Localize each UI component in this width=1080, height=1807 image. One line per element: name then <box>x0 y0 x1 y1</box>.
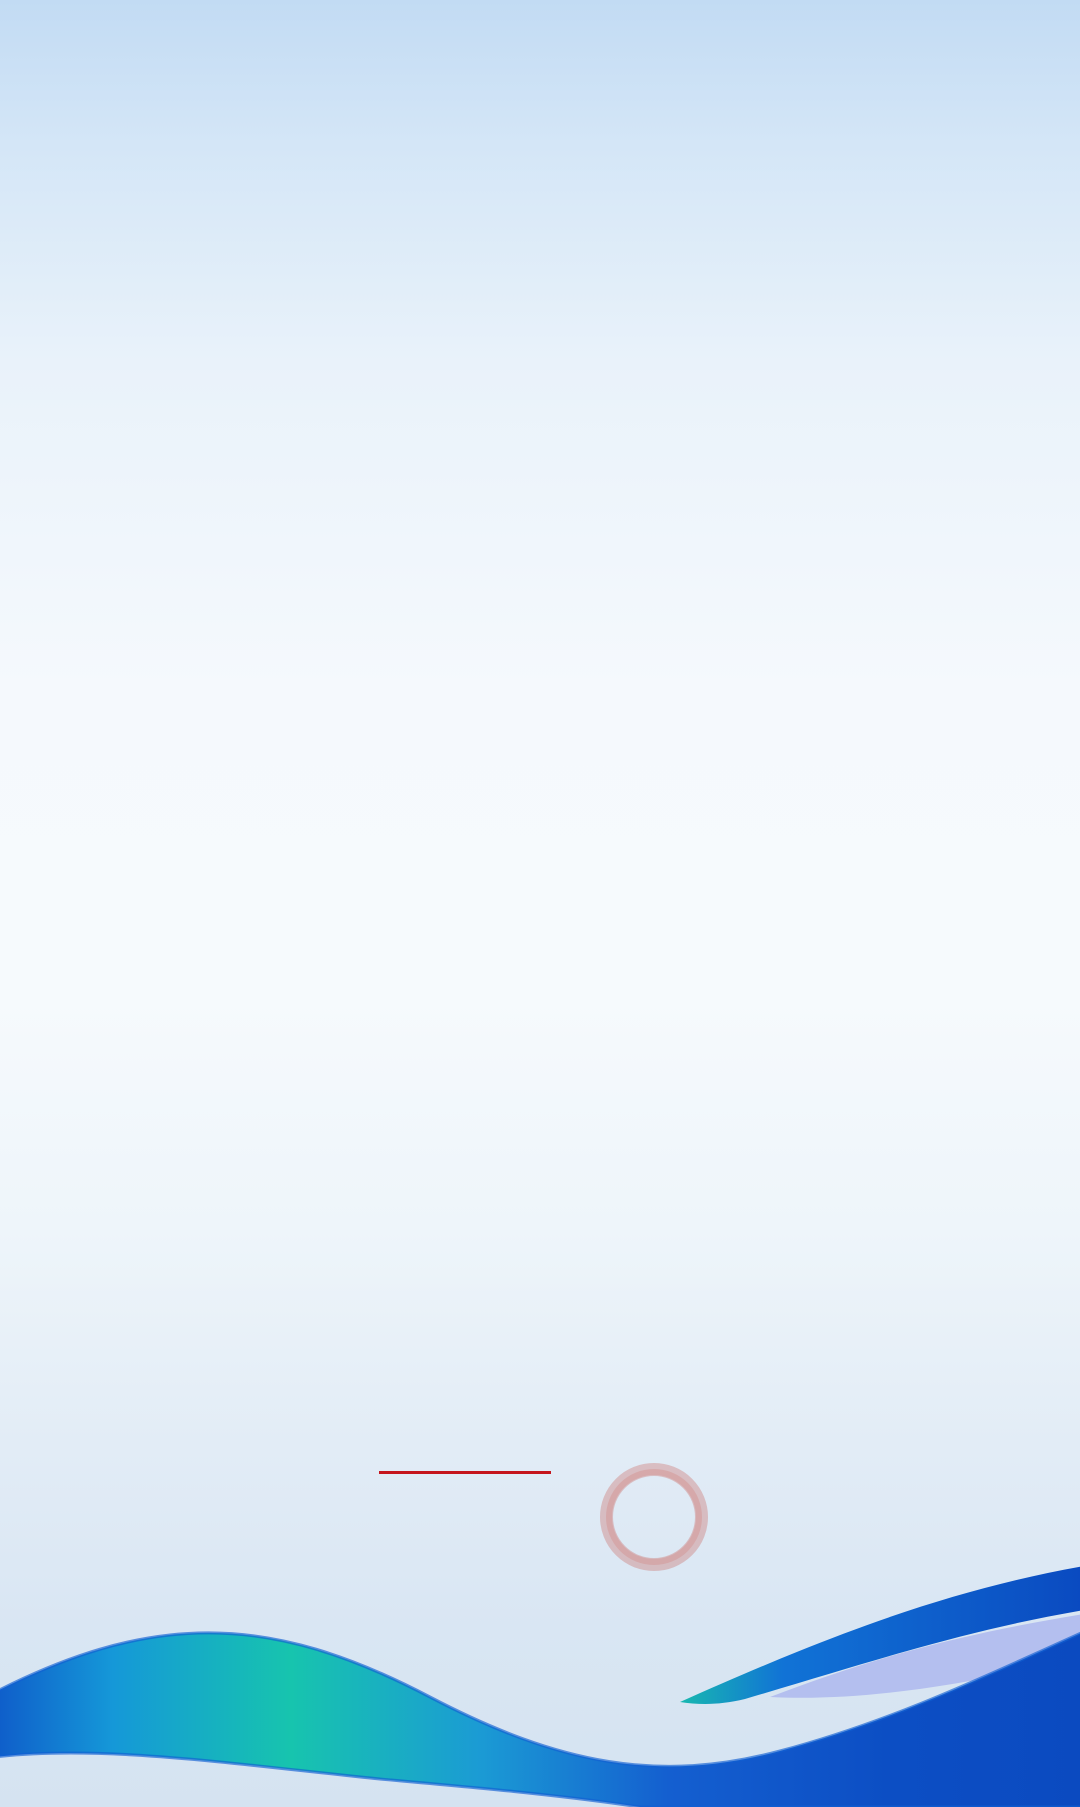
logo-divider-rule <box>379 1471 551 1474</box>
peoples-daily-online-logo <box>379 1448 551 1476</box>
bottom-wave-ribbon <box>0 1547 1080 1807</box>
top-wave-lines <box>0 0 1080 560</box>
